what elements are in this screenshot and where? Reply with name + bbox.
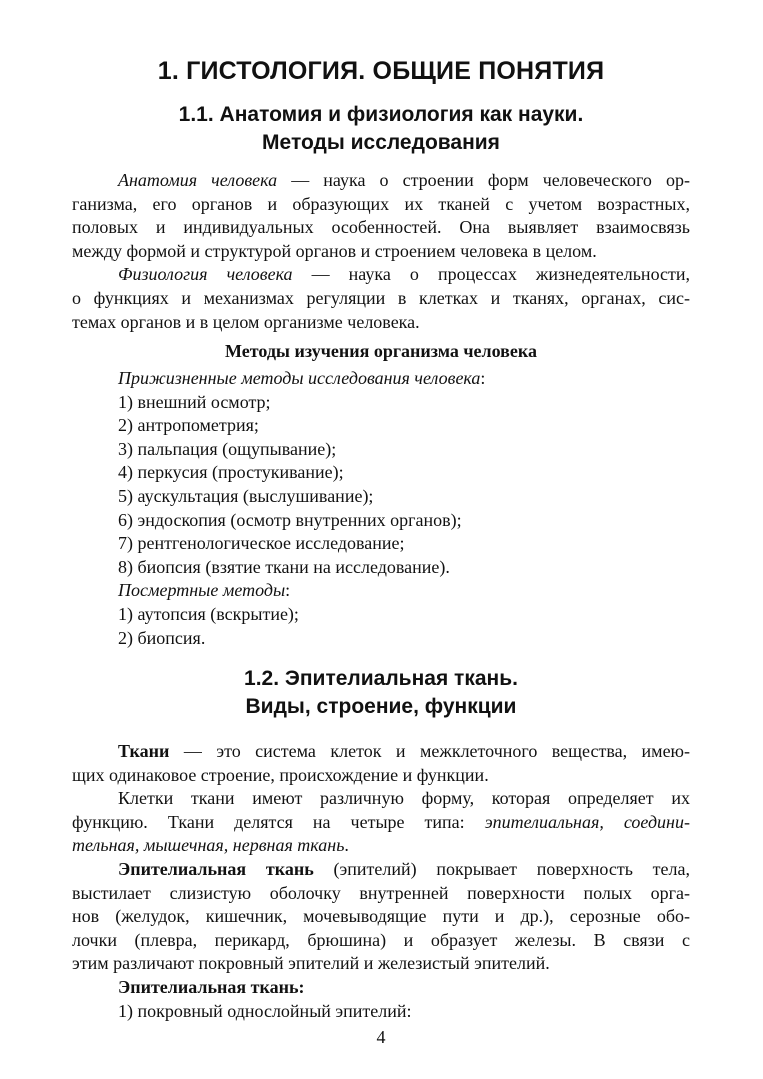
term-tissues: Ткани <box>118 741 170 761</box>
chapter-title: 1. ГИСТОЛОГИЯ. ОБЩИЕ ПОНЯТИЯ <box>157 57 605 85</box>
paragraph-line: Анатомия человека — наука о строении форм человеческого ор- <box>118 170 690 190</box>
list-item: 6) эндоскопия (осмотр внутренних органов); <box>118 509 462 530</box>
section-body <box>72 169 690 334</box>
paragraph-line: выстилает слизистую оболочку внутренней поверхности полых орга- <box>72 882 690 903</box>
page-number: 4 <box>376 1027 386 1047</box>
paragraph-line: Клетки ткани имеют различную форму, которая определяет их <box>118 788 690 809</box>
term-physiology: Физиология человека <box>118 264 293 285</box>
section-title-line: 1.1. Анатомия и физиология как науки. <box>178 103 584 126</box>
list-item: 2) биопсия. <box>118 627 206 648</box>
paragraph-line: Эпителиальная ткань (эпителий) покрывает поверхность тела, <box>118 858 690 879</box>
document-page <box>72 0 690 1079</box>
term-epithelial: Эпителиальная ткань <box>118 858 314 879</box>
paragraph-line: нов (желудок, кишечник, мочевыводящие пути и др.), серозные обо- <box>72 906 690 927</box>
paragraph-line: половых и индивидуальных особенностей. Она выявляет взаимосвязь <box>72 217 690 238</box>
paragraph-line: тельная, мышечная, нервная ткань. <box>72 835 349 856</box>
methods-list <box>118 367 690 650</box>
paragraph-line: Ткани — это система клеток и межклеточного вещества, имею- <box>118 741 690 761</box>
paragraph-line: этим различают покровный эпителий и железистый эпителий. <box>72 953 550 974</box>
list-label: Прижизненные методы исследования человека: <box>118 368 486 388</box>
list-label: Посмертные методы: <box>118 580 291 601</box>
paragraph-line: Физиология человека — наука о процессах жизнедеятельности, <box>118 264 691 285</box>
list-item: 7) рентгенологическое исследование; <box>118 533 405 554</box>
list-item: 2) антропометрия; <box>118 415 259 436</box>
section-title <box>72 665 690 721</box>
paragraph-line: ганизма, его органов и образующих их тканей с учетом возрастных, <box>72 193 690 214</box>
list-item: 1) внешний осмотр; <box>118 391 271 412</box>
paragraph-line: темах органов и в целом организме человека. <box>72 311 420 332</box>
section-body <box>72 740 690 1023</box>
paragraph-line: щих одинаковое строение, происхождение и функции. <box>72 764 489 785</box>
paragraph-line: функцию. Ткани делятся на четыре типа: эпителиальная, соедини- <box>72 811 690 832</box>
list-item: 1) аутопсия (вскрытие); <box>118 603 299 624</box>
paragraph-line: между формой и структурой органов и строением человека в целом. <box>72 240 597 261</box>
list-item: 1) покровный однослойный эпителий: <box>118 1000 412 1021</box>
list-item: 4) перкусия (простукивание); <box>118 462 344 483</box>
methods-heading: Методы изучения организма человека <box>225 341 537 361</box>
paragraph-line: о функциях и механизмах регуляции в клетках и тканях, органах, сис- <box>72 287 690 308</box>
list-item: 5) аускультация (выслушивание); <box>118 485 374 506</box>
section-title <box>72 101 690 157</box>
section-title-line: Виды, строение, функции <box>245 695 517 718</box>
section-title-line: Методы исследования <box>262 131 500 154</box>
types-heading: Эпителиальная ткань: <box>118 976 305 997</box>
paragraph-line: лочки (плевра, перикард, брюшина) и образует железы. В связи с <box>72 929 690 950</box>
list-item: 8) биопсия (взятие ткани на исследование). <box>118 556 450 577</box>
term-anatomy: Анатомия человека <box>118 170 278 190</box>
section-title-line: 1.2. Эпителиальная ткань. <box>244 667 518 690</box>
list-item: 3) пальпация (ощупывание); <box>118 438 337 459</box>
